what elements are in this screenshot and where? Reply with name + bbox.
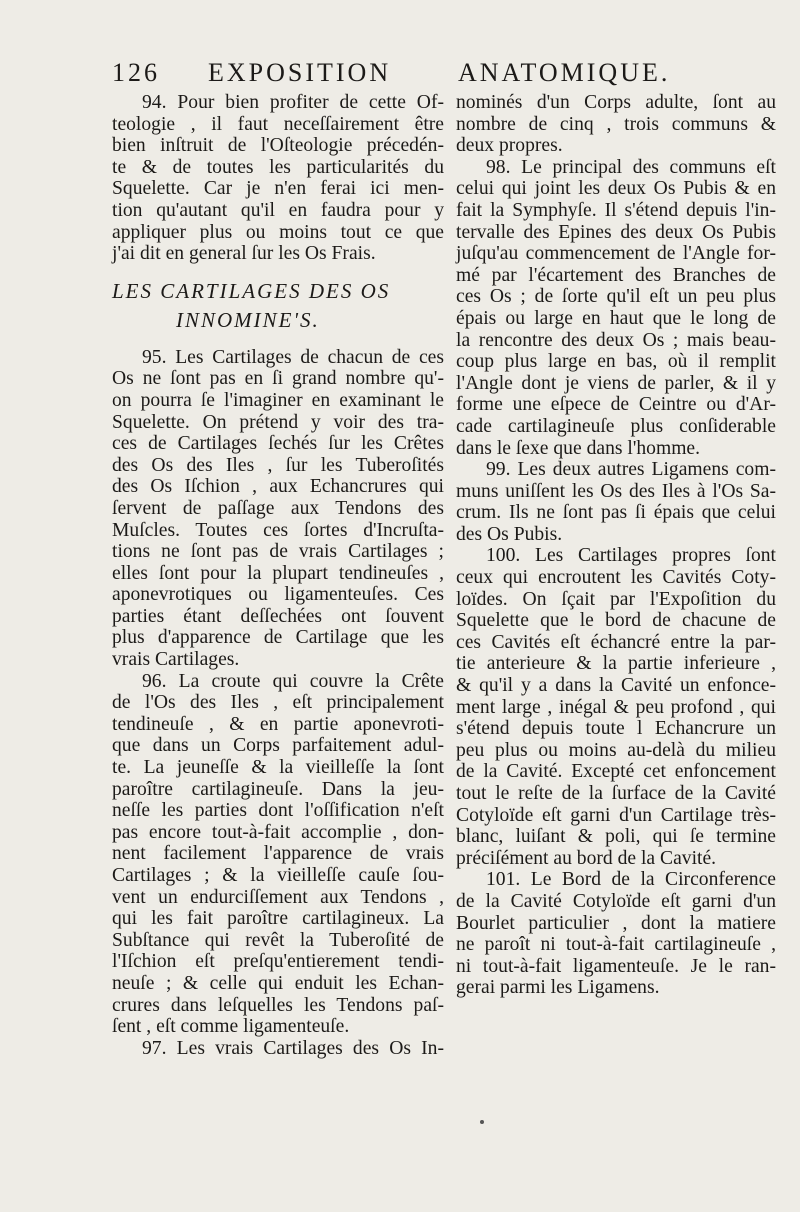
text-line: tion qu'autant qu'il en faudra pour y [112, 199, 444, 221]
paragraph-97-end [456, 92, 776, 157]
header-title-right: ANATOMIQUE. [458, 58, 671, 87]
text-line: tie anterieure & la partie inferieure , [456, 653, 776, 675]
text-line: elles ſont pour la plupart tendineuſes , [112, 562, 444, 584]
text-line: 94. Pour bien profiter de cette Of- [142, 92, 444, 113]
text-line: ces de Cartilages ſechés ſur les Crêtes [112, 433, 444, 455]
text-line: 99. Les deux autres Ligamens com- [486, 459, 776, 481]
text-line: Bourlet particulier , dont la matiere [456, 912, 776, 934]
text-line: l'Iſchion eſt preſqu'entierement tendi- [112, 951, 444, 973]
text-line: la rencontre des deux Os ; mais beau- [456, 329, 776, 351]
page-number: 126 [112, 58, 160, 87]
text-line: Squelette que le bord de chacune de [456, 610, 776, 632]
text-line: crum. Ils ne ſont pas ſi épais que celui [456, 502, 776, 524]
paragraph-94 [112, 92, 444, 265]
section-title-line: LES CARTILAGES DES OS [112, 278, 391, 303]
text-line: préciſément au bord de la Cavité. [456, 847, 717, 869]
text-line: bien inſtruit de l'Oſteologie précedén- [112, 135, 444, 157]
text-line: l'Angle dont je viens de parler, & il y [456, 372, 776, 394]
paragraph-100 [456, 545, 776, 869]
text-line: 97. Les vrais Cartilages des Os In- [142, 1037, 444, 1059]
text-line: des Os Pubis. [456, 523, 563, 545]
left-column [112, 92, 444, 1059]
text-line: blanc, luiſant & poli, qui ſe termine [456, 826, 776, 848]
text-line: plus d'apparence de Cartilage que les [112, 627, 444, 649]
text-line: 98. Le principal des communs eſt [486, 156, 776, 178]
text-line: tout le reſte de la ſurface de la Cavité [456, 783, 776, 804]
text-line: dans le ſexe que dans l'homme. [456, 437, 701, 459]
header-title-left: EXPOSITION [208, 58, 392, 87]
text-line: des Os Iſchion , aux Echancrures qui [112, 476, 444, 498]
text-line: teologie , il faut neceſſairement être [112, 113, 444, 135]
text-line: gerai parmi les Ligamens. [456, 977, 660, 999]
text-line: Cartilages ; & la vieilleſſe cauſe ſou- [112, 865, 444, 886]
text-line: pas encore tout-à-fait accomplie , don- [112, 821, 444, 843]
text-line: j'ai dit en general ſur les Os Frais. [112, 243, 376, 265]
text-line: nent facilement l'apparence de vrais [112, 843, 444, 865]
text-line: paroître cartilagineuſe. Dans la jeu- [112, 778, 444, 800]
text-line: te. La jeuneſſe & la vieilleſſe la ſont [112, 757, 444, 779]
text-line: ni tout-à-fait ligamenteuſe. Je le ran- [456, 955, 776, 977]
paragraph-99 [456, 459, 776, 545]
text-line: ne paroît ni tout-à-fait cartilagineuſe , [456, 934, 776, 956]
text-line: mé par l'écartement des Branches de [456, 264, 776, 286]
section-title [112, 278, 444, 339]
text-line: 95. Les Cartilages de chacun de ces [142, 346, 444, 368]
text-line: nombre de cinq , trois communs & [456, 113, 776, 135]
text-line: des Os des Iles , ſur les Tuberoſités [112, 454, 444, 476]
text-line: Squelette. Car je n'en ferai ici men- [112, 178, 444, 200]
paragraph-101 [456, 869, 776, 999]
text-line: tions ne ſont pas de vrais Cartilages ; [112, 541, 444, 563]
text-line: vent un endurciſſement aux Tendons , [112, 886, 444, 908]
text-line: neuſe ; & celle qui enduit les Echan- [112, 972, 444, 994]
text-line: Squelette. On prétend y voir des tra- [112, 411, 444, 433]
text-line: de l'Os des Iles , eſt principalement [112, 692, 444, 714]
text-line: peu plus ou moins au-delà du milieu [456, 739, 776, 761]
text-line: te & de toutes les particularités du [112, 156, 444, 178]
text-line: 96. La croute qui couvre la Crête [142, 670, 444, 692]
text-line: 101. Le Bord de la Circonference [486, 869, 776, 891]
text-line: vrais Cartilages. [112, 649, 240, 671]
running-header [112, 58, 682, 94]
text-line: Muſcles. Toutes ces ſortes d'Incruſta- [112, 519, 444, 541]
text-line: de la Cavité Cotyloïde eſt garni d'un [456, 890, 776, 912]
text-line: ment large , inégal & peu profond , qui [456, 696, 776, 718]
text-line: crures dans leſquelles les Tendons paſ- [112, 994, 444, 1016]
text-line: coup plus large en bas, où il remplit [456, 351, 776, 373]
text-line: ceux qui encroutent les Cavités Coty- [456, 567, 776, 589]
paragraph-96 [112, 671, 444, 1038]
text-line: de la Cavité. Excepté cet enfoncement [456, 761, 776, 783]
text-line: Cotyloïde eſt garni d'un Cartilage très- [456, 804, 776, 826]
text-line: deux propres. [456, 135, 563, 157]
text-line: Os ne ſont pas en ſi grand nombre qu'- [112, 368, 444, 390]
right-column [456, 92, 776, 999]
text-line: on pourra ſe l'imaginer en examinant le [112, 389, 444, 411]
text-line: épais ou large en haut que le long de [456, 307, 776, 329]
text-line: loïdes. On ſçait par l'Expoſition du [456, 588, 776, 610]
text-line: ces Os ; de ſorte qu'il eſt un peu plus [456, 286, 776, 308]
text-line: fait la Symphyſe. Il s'étend depuis l'in- [456, 199, 776, 221]
text-line: neſſe les parties dont l'oſſification n'eſt [112, 800, 444, 822]
paragraph-97-start [112, 1038, 444, 1060]
text-line: aponevrotiques ou ligamenteuſes. Ces [112, 584, 444, 606]
text-line: que dans un Corps parfaitement adul- [112, 735, 444, 757]
text-line: qui les fait paroître cartilagineux. La [112, 908, 444, 930]
paragraph-98 [456, 157, 776, 459]
text-line: s'étend depuis toute l Echancrure un [456, 718, 776, 740]
text-line: juſqu'au commencement de l'Angle for- [456, 243, 776, 265]
text-line: ſervent de paſſage aux Tendons des [112, 497, 444, 519]
text-line: Subſtance qui revêt la Tuberoſité de [112, 929, 444, 951]
text-line: tervalle des Epines des deux Os Pubis [456, 221, 776, 243]
ink-spot [480, 1120, 484, 1124]
text-line: appliquer plus ou moins tout ce que [112, 221, 444, 243]
text-line: 100. Les Cartilages propres ſont [486, 545, 776, 567]
paragraph-95 [112, 347, 444, 671]
text-line: & qu'il y a dans la Cavité un enfonce- [456, 675, 776, 697]
section-title-line: INNOMINE'S. [176, 307, 320, 332]
text-line: muns uniſſent les Os des Iles à l'Os Sa- [456, 480, 776, 502]
text-line: forme une eſpece de Ceintre ou d'Ar- [456, 394, 776, 416]
text-line: cade cartilagineuſe plus conſiderable [456, 415, 776, 437]
text-line: celui qui joint les deux Os Pubis & en [456, 178, 776, 200]
text-line: ces Cavités eſt échancré entre la par- [456, 631, 776, 653]
text-line: parties étant deſſechées ont ſouvent [112, 605, 444, 627]
text-line: nominés d'un Corps adulte, ſont au [456, 92, 776, 113]
text-line: tendineuſe , & en partie aponevroti- [112, 713, 444, 735]
text-line: ſent , eſt comme ligamenteuſe. [112, 1016, 350, 1038]
